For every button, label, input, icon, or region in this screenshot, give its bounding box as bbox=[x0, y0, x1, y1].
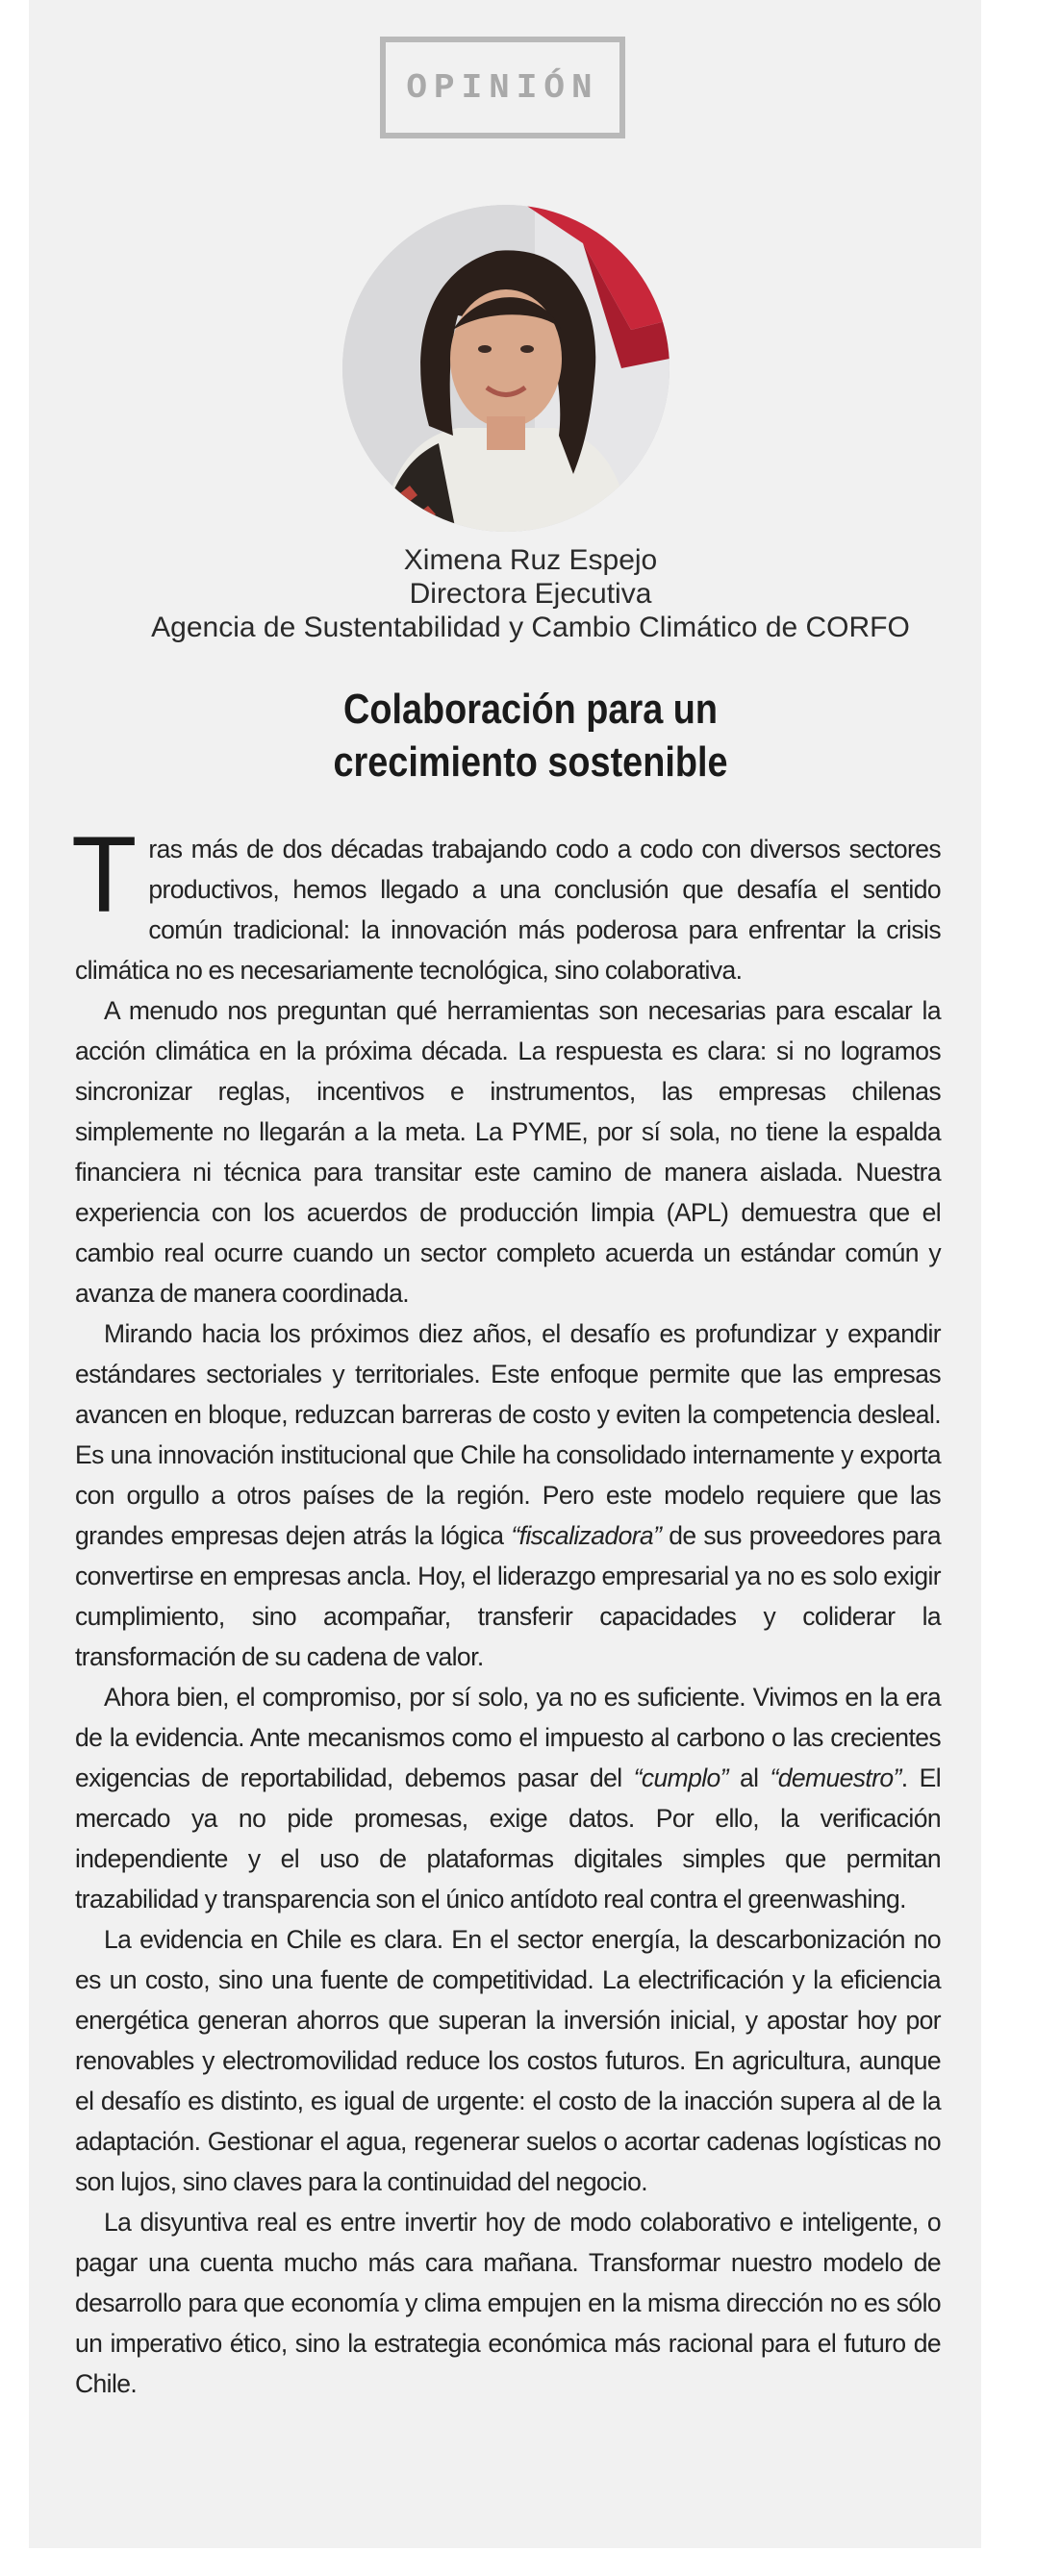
paragraph-1: Tras más de dos décadas trabajando codo a codo con diversos sectores productivos, hemos llegado a una conclusión que desafía el sentido común tradicional: la innovación más poderosa para enfrentar la crisis climática no es necesariamente tecnológica, sino colaborativa. bbox=[71, 814, 941, 985]
author-photo bbox=[342, 205, 669, 532]
paragraph-6: La disyuntiva real es entre invertir hoy de modo colaborativo e inteligente, o pagar una cuenta mucho más cara mañana. Transformar nuestro modelo de desarrollo para que economía y clima empujen en la misma dirección no es sólo un imperativo ético, sino la estrategia económica más racional para el futuro de Chile. bbox=[75, 2208, 941, 2398]
paragraph-2: A menudo nos preguntan qué herramientas son necesarias para escalar la acción climática en la próxima década. La respuesta es clara: si no logramos sincronizar reglas, incentivos e instrumentos, las empresas chilenas simplemente no llegarán a la meta. La PYME, por sí sola, no tiene la espalda financiera ni técnica para transitar este camino de manera aislada. Nuestra experiencia con los acuerdos de producción limpia (APL) demuestra que el cambio real ocurre cuando un sector completo acuerda un estándar común y avanza de manera coordinada. bbox=[75, 996, 941, 1308]
paragraph-4: Ahora bien, el compromiso, por sí solo, ya no es suficiente. Vivimos en la era de la evidencia. Ante mecanismos como el impuesto al carbono o las crecientes exigencias de reportabilidad, debemos pasar del “cumplo” al “demuestro”. El mercado ya no pide promesas, exige datos. Por ello, la verificación independiente y el uso de plataformas digitales simples que permitan trazabilidad y transparencia son el único antídoto real contra el greenwashing. bbox=[75, 1683, 941, 1913]
author-name: Ximena Ruz Espejo bbox=[403, 544, 658, 576]
headline-line-1: Colaboración para un bbox=[343, 686, 718, 733]
headline-line-2: crecimiento sostenible bbox=[333, 738, 728, 786]
author-byline bbox=[0, 543, 1061, 644]
article-body bbox=[71, 814, 941, 2404]
paragraph-3: Mirando hacia los próximos diez años, el desafío es profundizar y expandir estándares sectoriales y territoriales. Este enfoque permite que las empresas avancen en bloque, reduzcan barreras de costo y eviten la competencia desleal. Es una innovación institucional que Chile ha consolidado internamente y exporta con orgullo a otros países de la región. Pero este modelo requiere que las grandes empresas dejen atrás la lógica “fiscalizadora” de sus proveedores para convertirse en empresas ancla. Hoy, el liderazgo empresarial ya no es solo exigir cumplimiento, sino acompañar, transferir capacidades y coliderar la transformación de su cadena de valor. bbox=[75, 1319, 941, 1671]
paragraph-5: La evidencia en Chile es clara. En el sector energía, la descarbonización no es un costo, sino una fuente de competitividad. La electrificación y la eficiencia energética generan ahorros que superan la inversión inicial, y apostar hoy por renovables y electromovilidad reduce los costos futuros. En agricultura, aunque el desafío es distinto, es igual de urgente: el costo de la inacción supera al de la adaptación. Gestionar el agua, regenerar suelos o acortar cadenas logísticas no son lujos, sino claves para la continuidad del negocio. bbox=[75, 1925, 941, 2196]
author-role: Directora Ejecutiva bbox=[409, 578, 652, 610]
article-headline bbox=[74, 683, 987, 788]
author-organization: Agencia de Sustentabilidad y Cambio Climático de CORFO bbox=[151, 612, 910, 643]
section-tag: OPINIÓN bbox=[380, 37, 625, 138]
author-portrait-image bbox=[342, 205, 669, 532]
drop-cap: T bbox=[71, 814, 138, 935]
